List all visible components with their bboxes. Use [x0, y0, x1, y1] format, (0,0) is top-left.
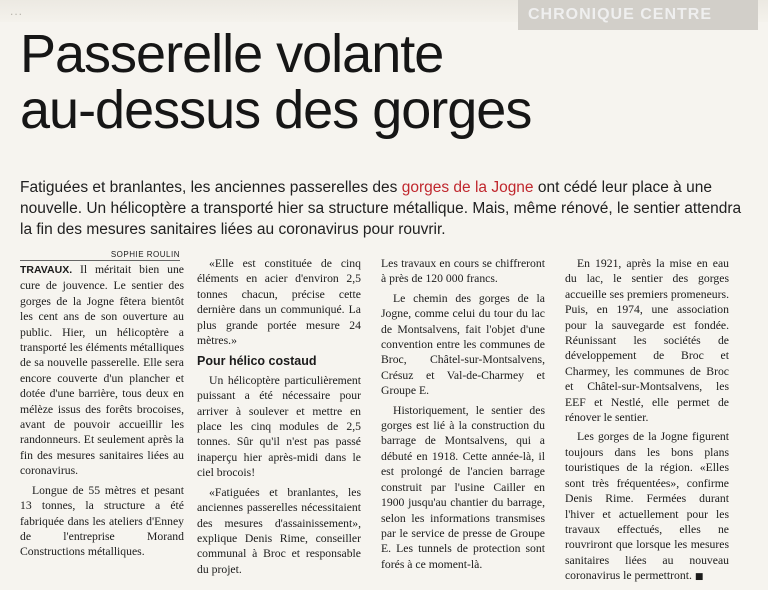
article-column-4	[565, 256, 729, 590]
paragraph: Les travaux en cours se chiffreront à près de 120 000 francs.	[381, 257, 545, 286]
paragraph: «Elle est constituée de cinq éléments en acier d'environ 2,5 tonnes chacun, précise cette dernière dans un communiqué. La plus grande portée mesure 24 mètres.»	[197, 257, 361, 348]
headline-line-1: Passerelle volante	[20, 24, 444, 84]
paragraph: Historiquement, le sentier des gorges est lié à la construction du barrage de Montsalvens, qui a débuté en 1918. Cette année-là, il est prolongé de l'ancien barrage construit par l'usine Cailler en 1900 jusqu'au chantier du barrage, selon les informations transmises par le service de presse de Groupe E. Les tunnels de protection sont forés à ce moment-là.	[381, 403, 545, 571]
end-mark: ■	[694, 572, 704, 583]
subheading: Pour hélico costaud	[197, 354, 317, 369]
top-left-fragment: ...	[10, 4, 24, 18]
paragraph: Longue de 55 mètres et pesant 13 tonnes, la structure a été fabriquée dans les ateliers d'Enney de l'entreprise Morand Constructions métalliques.	[20, 483, 184, 559]
lede-highlight: gorges de la Jogne	[401, 179, 534, 196]
paragraph: «Fatiguées et branlantes, les anciennes passerelles nécessitaient des mesures d'assainissement», explique Denis Rime, conseiller communal à Broc et responsable du projet.	[197, 485, 361, 576]
paragraph	[565, 429, 729, 585]
paragraph: En 1921, après la mise en eau du lac, le sentier des gorges accueille ses premiers promeneurs. Puis, en 1974, une association pour la sauvegarde est fondée. Réunissant les sociétés de développement de Broc et Charmey, les communes de Broc et Châtel-sur-Montsalvens, les EEF et Nestlé, elle permet de rénover le sentier.	[565, 257, 729, 425]
paragraph	[20, 262, 184, 479]
byline: SOPHIE ROULIN	[20, 250, 180, 261]
article-column-3	[381, 256, 545, 576]
article-column-1	[20, 262, 184, 564]
paragraph-text: Il méritait bien une cure de jouvence. Le sentier des gorges de la Jogne fêtera bientôt les cent ans de son ouverture au public. Hier, un hélicoptère a transporté les éléments métalliques de sa nouvelle passerelle. Elle sera encore couverte d'un plancher et dotée d'une barrière, tous deux en mélèze issus des forêts brocoises, avant de pouvoir accueillir les randonneurs. Et seulement après la fin des mesures sanitaires liées au coronavirus.	[20, 263, 184, 478]
paragraph: Le chemin des gorges de la Jogne, comme celui du tour du lac de Montsalvens, fait l'objet d'une convention entre les communes de Broc, Châtel-sur-Montsalvens, Crésuz et Val-de-Charmey et Groupe E.	[381, 291, 545, 398]
lede-after: ont cédé leur place à une nouvelle. Un hélicoptère a transporté hier sa structure métallique. Mais, même rénové, le sentier attendra la fin des mesures sanitaires liées au coronavirus pour rouvrir.	[20, 179, 742, 238]
kicker: TRAVAUX.	[20, 264, 73, 276]
article-column-2	[197, 256, 361, 581]
paragraph: Un hélicoptère particulièrement puissant a été nécessaire pour arriver à soulever et mettre en place les cinq modules de 2,5 tonnes. Sûr qu'il n'est pas passé inaperçu hier après-midi dans le ciel brocois!	[197, 373, 361, 480]
adjacent-article-header: CHRONIQUE CENTRE	[518, 0, 758, 30]
lede	[20, 177, 750, 240]
lede-before: Fatiguées et branlantes, les anciennes passerelles des	[20, 179, 402, 196]
paragraph-text: Les gorges de la Jogne figurent toujours dans les bons plans touristiques de la région. «Elles sont très fréquentées», confirme Denis Rime. Fermées durant l'hiver et actuellement pour les travaux effectués, elles ne rouvriront que lorsque les mesures sanitaires liées au nouveau coronavirus le permettront.	[565, 430, 729, 583]
headline	[20, 26, 740, 138]
headline-line-2: au-dessus des gorges	[20, 80, 532, 140]
